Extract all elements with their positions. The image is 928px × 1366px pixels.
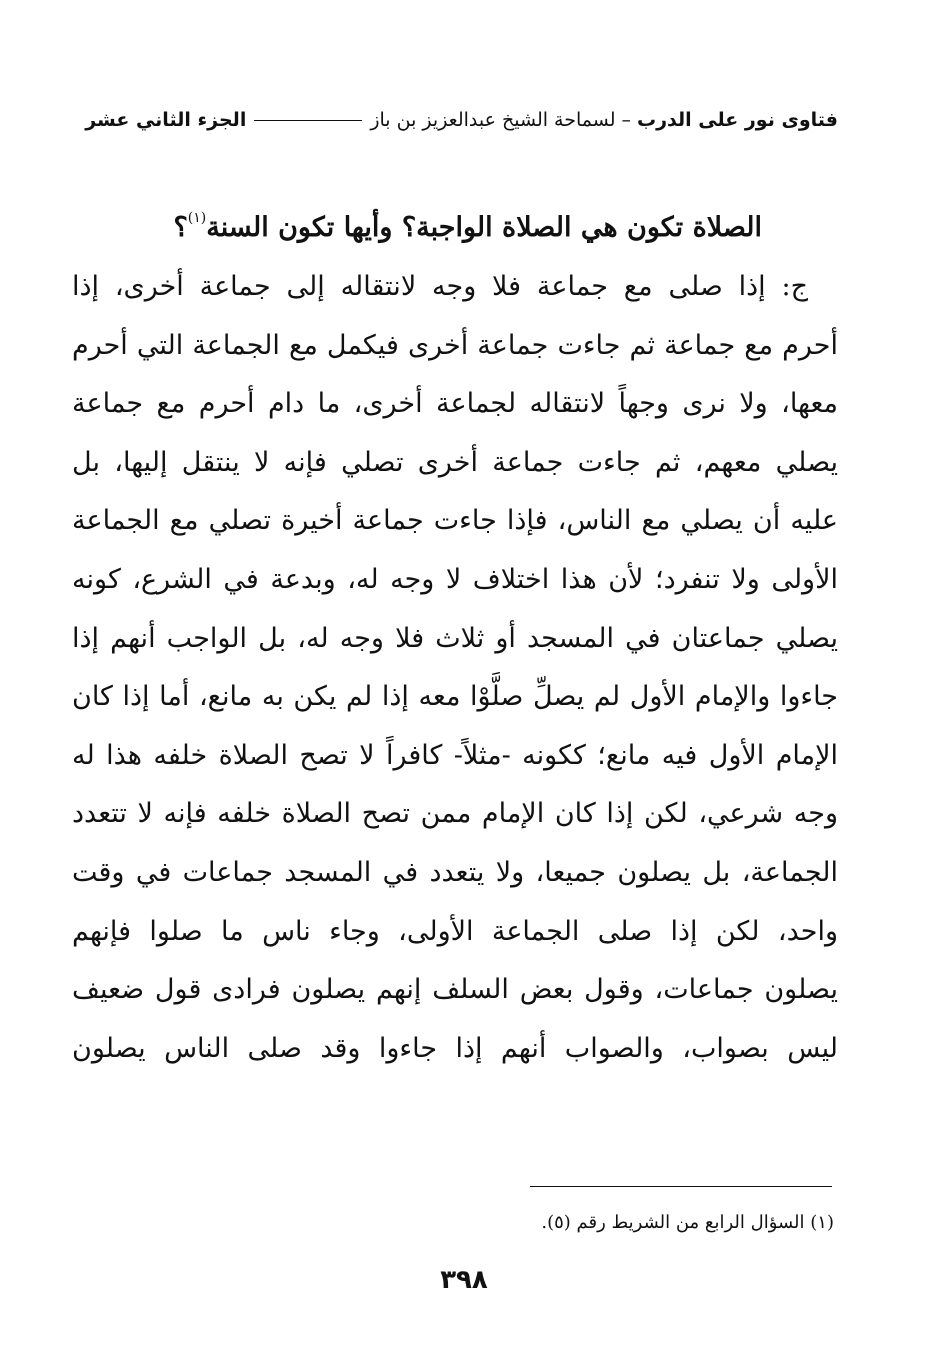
body-line: الأولى ولا تنفرد؛ لأن هذا اختلاف لا وجه له، وبدعة في الشرع، كونه (72, 563, 838, 595)
body-line: معها، ولا نرى وجهاً لانتقاله لجماعة أخرى، ما دام أحرم مع جماعة (72, 388, 838, 420)
footnote: (١) السؤال الرابع من الشريط رقم (٥). (541, 1212, 834, 1233)
body-line: ليس بصواب، والصواب أنهم إذا جاءوا وقد صلى الناس يصلون (72, 1032, 838, 1064)
running-header (72, 100, 838, 140)
body-line: الجماعة، بل يصلون جميعا، ولا يتعدد في المسجد جماعات في وقت (72, 856, 838, 888)
question-text: الصلاة تكون هي الصلاة الواجبة؟ وأيها تكون السنة (206, 212, 762, 243)
question-end: ؟ (173, 212, 188, 243)
book-author: لسماحة الشيخ عبدالعزيز بن باز (370, 109, 616, 131)
footnote-rule (530, 1186, 832, 1187)
body-line: يصلون جماعات، وقول بعض السلف إنهم يصلون فرادى قول ضعيف (72, 974, 838, 1006)
question-heading (72, 195, 838, 241)
body-line: ج: إذا صلى مع جماعة فلا وجه لانتقاله إلى جماعة أخرى، إذا (72, 271, 808, 302)
header-dash: – (621, 109, 631, 131)
header-rule (254, 120, 362, 121)
volume-label: الجزء الثاني عشر (85, 109, 247, 131)
body-line: عليه أن يصلي مع الناس، فإذا جاءت جماعة أخيرة تصلي مع الجماعة (72, 505, 838, 537)
body-line: يصلي معهم، ثم جاءت جماعة أخرى تصلي فإنه لا ينتقل إليها، بل (72, 446, 838, 478)
body-line: الإمام الأول فيه مانع؛ ككونه -مثلاً- كافراً لا تصح الصلاة خلفه هذا له (72, 739, 838, 771)
page-number: ٣٩٨ (440, 1265, 488, 1295)
footnote-marker: (١) (187, 210, 207, 226)
body-line: جاءوا والإمام الأول لم يصلِّ صلَّوْا معه إذا لم يكن به مانع، أما إذا كان (72, 681, 838, 713)
body-line: أحرم مع جماعة ثم جاءت جماعة أخرى فيكمل مع الجماعة التي أحرم (72, 329, 838, 361)
answer-body (72, 258, 838, 1078)
body-line: وجه شرعي، لكن إذا كان الإمام ممن تصح الصلاة خلفه فإنه لا تتعدد (72, 798, 838, 830)
body-line: واحد، لكن إذا صلى الجماعة الأولى، وجاء ناس ما صلوا فإنهم (72, 915, 838, 947)
body-line: يصلي جماعتان في المسجد أو ثلاث فلا وجه له، بل الواجب أنهم إذا (72, 622, 838, 654)
book-series-title: فتاوى نور على الدرب (637, 109, 838, 131)
